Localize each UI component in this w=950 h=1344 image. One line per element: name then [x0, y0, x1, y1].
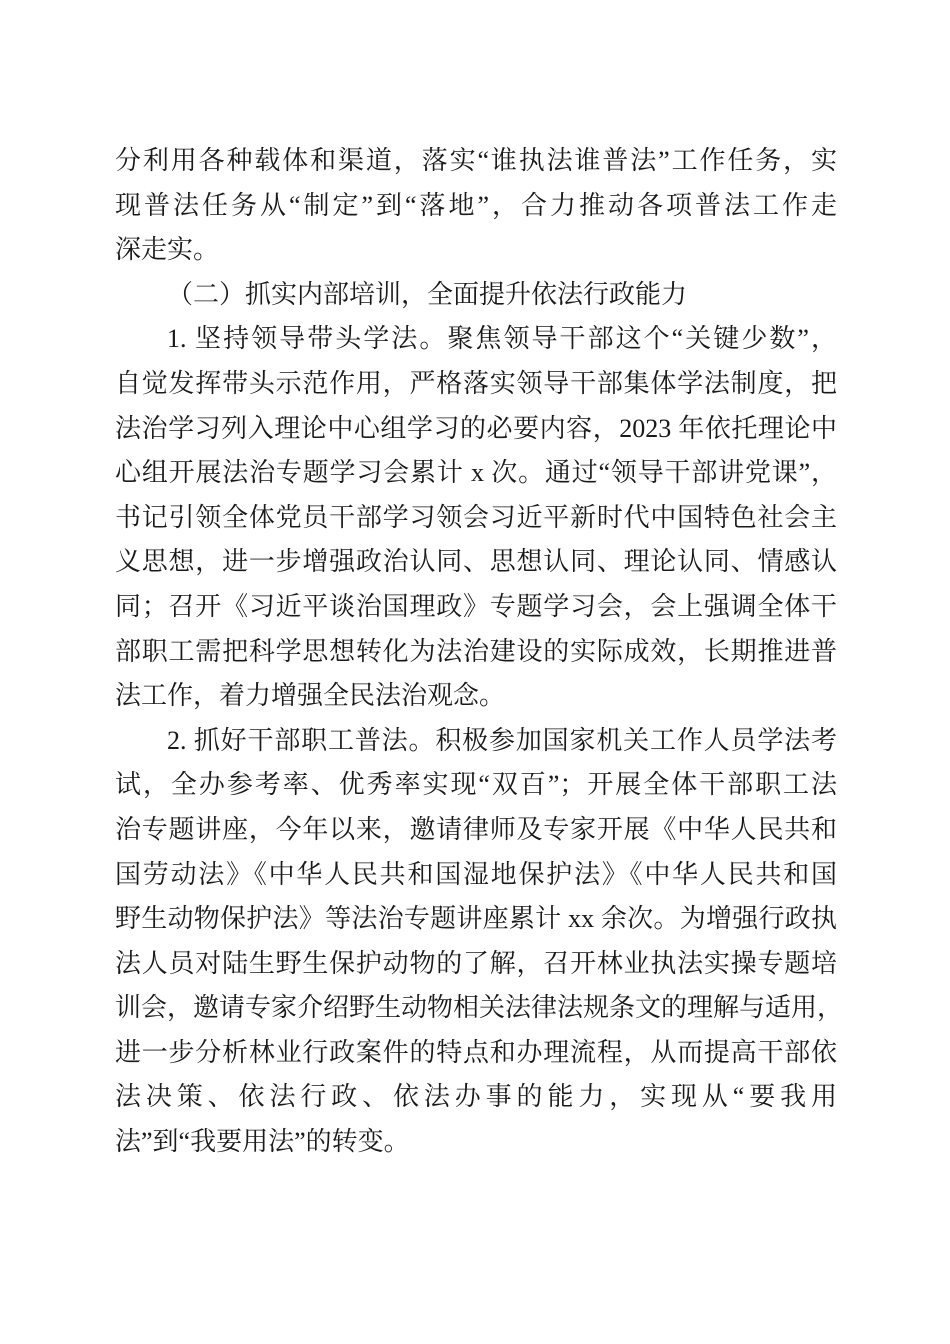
document-text: [115, 139, 844, 1165]
text-line: 书记引领全体党员干部学习领会习近平新时代中国特色社会主: [115, 502, 837, 532]
paragraph: [115, 719, 844, 1165]
text-line: 1. 坚持领导带头学法。聚焦领导干部这个“关键少数”，: [167, 324, 837, 354]
text-line: 分利用各种载体和渠道，落实“谁执法谁普法”工作任务，实: [115, 146, 837, 175]
paragraph: [115, 317, 837, 718]
text-line: 法”到“我要用法”的转变。: [115, 1127, 410, 1157]
text-line: 训会，邀请专家介绍野生动物相关法律法规条文的理解与适用，: [115, 993, 844, 1023]
section-heading-line: （二）抓实内部培训，全面提升依法行政能力: [167, 279, 688, 309]
text-line: 深走实。: [115, 235, 220, 265]
text-line: 法治学习列入理论中心组学习的必要内容，2023 年依托理论中: [115, 413, 837, 443]
paragraph: [115, 139, 837, 273]
section-heading: [115, 273, 837, 318]
text-line: 义思想，进一步增强政治认同、思想认同、理论认同、情感认: [115, 547, 837, 577]
text-line: 法人员对陆生野生保护动物的了解，召开林业执法实操专题培: [115, 948, 837, 978]
text-line: 现普法任务从“制定”到“落地”，合力推动各项普法工作走: [115, 190, 837, 220]
text-line: 法工作，着力增强全民法治观念。: [115, 681, 506, 711]
text-line: 法决策、依法行政、依法办事的能力，实现从“要我用: [115, 1082, 837, 1112]
text-line: 试，全办参考率、优秀率实现“双百”；开展全体干部职工法: [115, 770, 837, 800]
text-line: 治专题讲座，今年以来，邀请律师及专家开展《中华人民共和: [115, 814, 837, 844]
text-line: 2. 抓好干部职工普法。积极参加国家机关工作人员学法考: [167, 725, 837, 755]
text-line: 进一步分析林业行政案件的特点和办理流程，从而提高干部依: [115, 1037, 837, 1067]
text-line: 同；召开《习近平谈治国理政》专题学习会，会上强调全体干: [115, 591, 837, 621]
text-line: 野生动物保护法》等法治专题讲座累计 xx 余次。为增强行政执: [115, 904, 837, 934]
text-line: 自觉发挥带头示范作用，严格落实领导干部集体学法制度，把: [115, 368, 837, 398]
text-line: 国劳动法》《中华人民共和国湿地保护法》《中华人民共和国: [115, 859, 837, 889]
text-line: 部职工需把科学思想转化为法治建设的实际成效，长期推进普: [115, 636, 837, 666]
text-line: 心组开展法治专题学习会累计 x 次。通过“领导干部讲党课”，: [115, 458, 837, 488]
